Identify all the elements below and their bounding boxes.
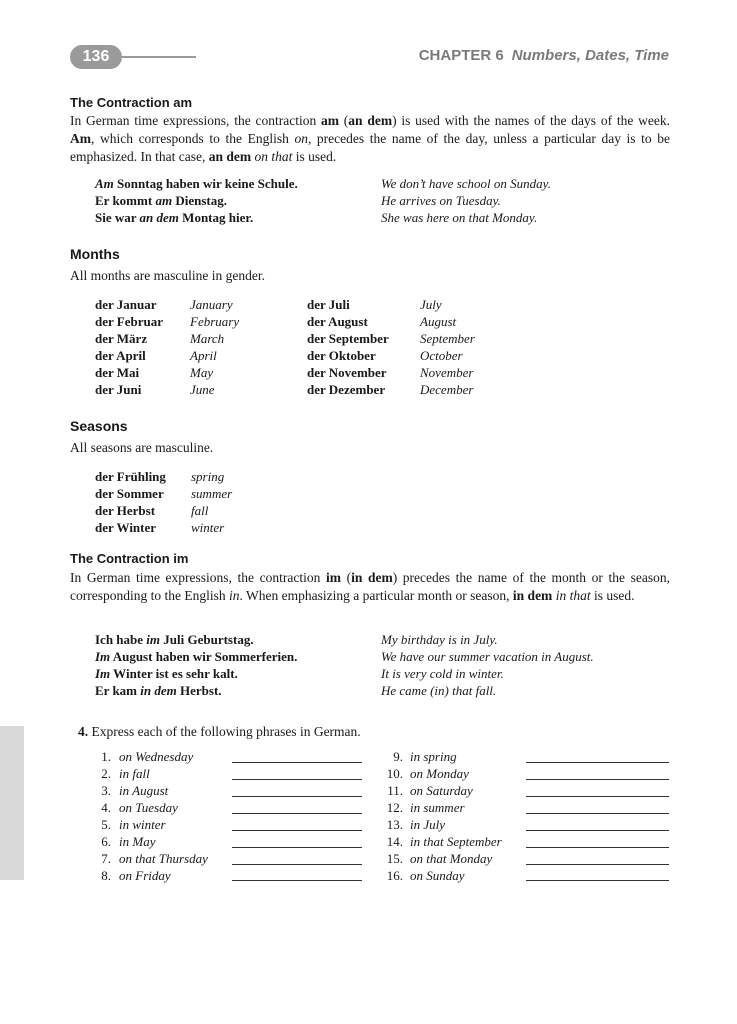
example-im-3-de: Im Winter ist es sehr kalt. [95, 666, 238, 681]
chapter-header [419, 47, 669, 64]
month-de: der August [307, 314, 368, 329]
heading-months: Months [70, 246, 120, 262]
exercise-item-number: 10. [386, 766, 403, 781]
exercise-item-phrase: on Tuesday [119, 800, 178, 815]
exercise-item-phrase: in summer [410, 800, 465, 815]
month-en: September [420, 331, 475, 346]
exercise-item-phrase: in fall [119, 766, 150, 781]
exercise-item-number: 3. [101, 783, 111, 798]
example-im-4-en: He came (in) that fall. [381, 683, 497, 698]
month-en: October [420, 348, 463, 363]
month-de: der Juni [95, 382, 142, 397]
exercise-item-number: 13. [386, 817, 403, 832]
exercise-item-number: 14. [386, 834, 403, 849]
exercise-item-number: 9. [393, 749, 403, 764]
answer-blank[interactable] [526, 762, 669, 763]
month-en: April [190, 348, 217, 363]
example-im-1-en: My birthday is in July. [381, 632, 498, 647]
header-rule [120, 56, 196, 58]
page-edge-tab [0, 726, 24, 880]
exercise-item-number: 7. [101, 851, 111, 866]
season-en: winter [191, 520, 225, 535]
month-en: November [420, 365, 474, 380]
answer-blank[interactable] [232, 847, 362, 848]
answer-blank[interactable] [232, 813, 362, 814]
exercise-item-number: 6. [101, 834, 111, 849]
month-en: January [190, 297, 233, 312]
exercise-item-phrase: in August [119, 783, 169, 798]
heading-contraction-im: The Contraction im [70, 551, 189, 566]
answer-blank[interactable] [232, 830, 362, 831]
example-am-1-en: We don’t have school on Sunday. [381, 176, 551, 191]
month-de: der März [95, 331, 148, 346]
season-de: der Herbst [95, 503, 156, 518]
month-de: der September [307, 331, 389, 346]
example-am-1-de: Am Sonntag haben wir keine Schule. [95, 176, 298, 191]
month-en: February [190, 314, 240, 329]
example-im-1-de: Ich habe im Juli Geburtstag. [95, 632, 254, 647]
exercise-item-phrase: on Friday [119, 868, 171, 883]
answer-blank[interactable] [526, 864, 669, 865]
month-de: der Oktober [307, 348, 376, 363]
seasons-intro: All seasons are masculine. [70, 440, 214, 455]
season-de: der Winter [95, 520, 157, 535]
answer-blank[interactable] [232, 779, 362, 780]
example-im-3-en: It is very cold in winter. [381, 666, 504, 681]
chapter-title: Numbers, Dates, Time [511, 47, 669, 64]
answer-blank[interactable] [232, 880, 362, 881]
month-de: der Februar [95, 314, 163, 329]
exercise-item-phrase: on that Monday [410, 851, 493, 866]
answer-blank[interactable] [526, 830, 669, 831]
exercise-item-number: 16. [386, 868, 403, 883]
exercise-header [78, 724, 361, 740]
exercise-item-number: 11. [387, 783, 403, 798]
example-im-2-de: Im August haben wir Sommerferien. [95, 649, 298, 664]
exercise-item-number: 5. [101, 817, 111, 832]
season-en: fall [191, 503, 209, 518]
exercise-number: 4. [78, 724, 89, 739]
month-en: June [190, 382, 215, 397]
month-en: December [420, 382, 474, 397]
paragraph-contraction-am: In German time expressions, the contraction am (an dem) is used with the names of the days of the week. Am, which corresponds to the English on, precedes the name of the day, unless a particular day is to be emphasized. In that case, an dem on that is used. [70, 113, 670, 164]
exercise-instruction: Express each of the following phrases in German. [91, 724, 361, 739]
month-de: der Januar [95, 297, 157, 312]
exercise-item-phrase: on Saturday [410, 783, 473, 798]
exercise-item-phrase: in that September [410, 834, 502, 849]
page-number-badge: 136 [70, 45, 122, 69]
month-de: der April [95, 348, 146, 363]
exercise-item-phrase: in winter [119, 817, 166, 832]
answer-blank[interactable] [526, 813, 669, 814]
month-de: der Mai [95, 365, 140, 380]
month-de: der Juli [307, 297, 350, 312]
example-am-3-en: She was here on that Monday. [381, 210, 538, 225]
example-am-2-en: He arrives on Tuesday. [381, 193, 501, 208]
answer-blank[interactable] [526, 779, 669, 780]
season-de: der Frühling [95, 469, 166, 484]
example-am-3-de: Sie war an dem Montag hier. [95, 210, 254, 225]
month-en: July [420, 297, 442, 312]
exercise-item-phrase: on that Thursday [119, 851, 208, 866]
month-de: der Dezember [307, 382, 386, 397]
month-en: August [420, 314, 457, 329]
example-im-4-de: Er kam in dem Herbst. [95, 683, 222, 698]
month-de: der November [307, 365, 387, 380]
month-en: May [190, 365, 214, 380]
answer-blank[interactable] [232, 864, 362, 865]
exercise-item-number: 2. [101, 766, 111, 781]
answer-blank[interactable] [526, 880, 669, 881]
exercise-item-number: 8. [101, 868, 111, 883]
answer-blank[interactable] [232, 762, 362, 763]
exercise-item-number: 1. [101, 749, 111, 764]
exercise-item-phrase: on Sunday [410, 868, 465, 883]
exercise-item-phrase: in spring [410, 749, 457, 764]
answer-blank[interactable] [526, 796, 669, 797]
example-am-2-de: Er kommt am Dienstag. [95, 193, 227, 208]
exercise-item-phrase: in July [410, 817, 446, 832]
exercise-item-phrase: on Wednesday [119, 749, 194, 764]
exercise-item-number: 12. [386, 800, 403, 815]
month-en: March [190, 331, 225, 346]
season-en: spring [191, 469, 225, 484]
paragraph-contraction-im: In German time expressions, the contraction im (in dem) precedes the name of the month or the season, corresponding to the English in. When emphasizing a particular month or season, in dem in that is used. [70, 570, 670, 603]
months-intro: All months are masculine in gender. [70, 268, 265, 283]
exercise-item-phrase: on Monday [410, 766, 469, 781]
season-de: der Sommer [95, 486, 164, 501]
exercise-item-phrase: in May [119, 834, 156, 849]
heading-contraction-am: The Contraction am [70, 95, 193, 110]
heading-seasons: Seasons [70, 418, 128, 434]
answer-blank[interactable] [232, 796, 362, 797]
exercise-item-number: 15. [386, 851, 403, 866]
season-en: summer [191, 486, 233, 501]
exercise-item-number: 4. [101, 800, 111, 815]
example-im-2-en: We have our summer vacation in August. [381, 649, 594, 664]
answer-blank[interactable] [526, 847, 669, 848]
chapter-label: CHAPTER 6 [418, 47, 504, 64]
